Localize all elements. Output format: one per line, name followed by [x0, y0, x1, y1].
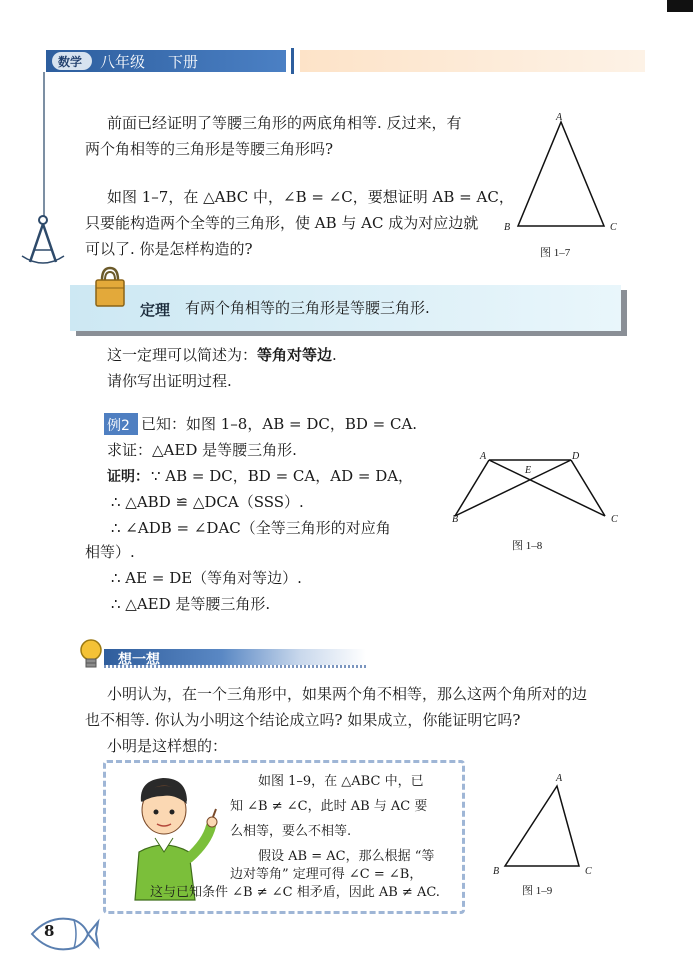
box-line-5: 边对等角” 定理可得 ∠C = ∠B，: [230, 867, 423, 882]
fig18-caption: 图 1–8: [512, 540, 543, 552]
think-title: 想一想: [118, 652, 160, 668]
fig17-label-b: B: [504, 222, 511, 233]
think-line-2: 也不相等. 你认为小明这个结论成立吗? 如果成立，你能证明它吗?: [85, 711, 521, 729]
summary-bold: 等角对等边: [257, 346, 333, 364]
fig19-label-a: A: [556, 773, 563, 784]
example-badge-text: 例2: [107, 418, 130, 434]
proof-line-4: ∴ AE = DE（等角对等边）.: [111, 569, 302, 587]
box-line-2: 知 ∠B ≠ ∠C，此时 AB 与 AC 要: [230, 799, 428, 814]
fig17-label-a: A: [556, 112, 563, 123]
header-grade: 八年级: [100, 53, 146, 71]
compass-icon: [18, 212, 68, 268]
think-line-3: 小明是这样想的：: [107, 737, 228, 755]
proof-line-2: ∴ △ABD ≌ △DCA（SSS）.: [111, 493, 304, 511]
example-given: 已知：如图 1–8，AB = DC，BD = CA.: [141, 415, 418, 433]
corner-mark: [667, 0, 693, 12]
intro-line-3: 如图 1–7，在 △ABC 中，∠B = ∠C，要想证明 AB = AC，: [107, 188, 514, 206]
fig18-label-a: A: [480, 451, 487, 462]
write-proof-line: 请你写出证明过程.: [107, 372, 232, 390]
think-line-1: 小明认为，在一个三角形中，如果两个角不相等，那么这两个角所对的边: [107, 685, 588, 703]
fig17-caption: 图 1–7: [540, 247, 571, 259]
margin-rule: [43, 72, 45, 217]
proof-line-3b: 相等）.: [85, 543, 135, 561]
fig18-label-c: C: [611, 514, 618, 525]
header-right-band: [300, 50, 645, 72]
intro-line-5: 可以了. 你是怎样构造的?: [85, 240, 253, 258]
intro-line-4: 只要能构造两个全等的三角形，使 AB 与 AC 成为对应边就: [85, 214, 479, 232]
intro-line-1: 前面已经证明了等腰三角形的两底角相等. 反过来，有: [107, 114, 462, 132]
box-line-1: 如图 1–9，在 △ABC 中，已: [258, 774, 424, 789]
figure-1-8: [445, 450, 625, 530]
fig19-label-b: B: [493, 866, 500, 877]
summary-suffix: .: [332, 346, 337, 364]
box-line-4: 假设 AB = AC，那么根据 “等: [258, 849, 435, 864]
header-divider: [291, 48, 294, 74]
fig18-label-d: D: [572, 451, 580, 462]
fig19-caption: 图 1–9: [522, 885, 553, 897]
proof-line-3: ∴ ∠ADB = ∠DAC（全等三角形的对应角: [111, 519, 391, 537]
summary-line: [107, 342, 337, 368]
theorem-label: 定理: [140, 301, 171, 319]
page-number: 8: [44, 922, 55, 940]
summary-prefix: 这一定理可以简述为：: [107, 346, 258, 364]
header-volume: 下册: [168, 53, 199, 71]
proof-line-5: ∴ △AED 是等腰三角形.: [111, 595, 271, 613]
example-prove: 求证：△AED 是等腰三角形.: [107, 441, 297, 459]
lightbulb-icon: [76, 637, 106, 671]
header-subject: 数学: [58, 55, 83, 69]
figure-1-9: [495, 780, 595, 880]
box-line-3: 么相等，要么不相等.: [230, 824, 352, 839]
theorem-text: 有两个角相等的三角形是等腰三角形.: [185, 299, 430, 317]
fig18-label-e: E: [525, 465, 532, 476]
fish-page-icon: [28, 912, 100, 956]
binder-clip-icon: [93, 266, 127, 308]
box-line-6: 这与已知条件 ∠B ≠ ∠C 相矛盾，因此 AB ≠ AC.: [150, 885, 440, 900]
intro-line-2: 两个角相等的三角形是等腰三角形吗?: [85, 140, 334, 158]
proof-line-1: ∵ AB = DC，BD = CA，AD = DA，: [151, 467, 414, 485]
fig17-label-c: C: [610, 222, 617, 233]
fig18-label-b: B: [452, 514, 459, 525]
figure-1-7: [500, 110, 630, 240]
proof-label: 证明：: [107, 469, 149, 485]
fig19-label-c: C: [585, 866, 592, 877]
